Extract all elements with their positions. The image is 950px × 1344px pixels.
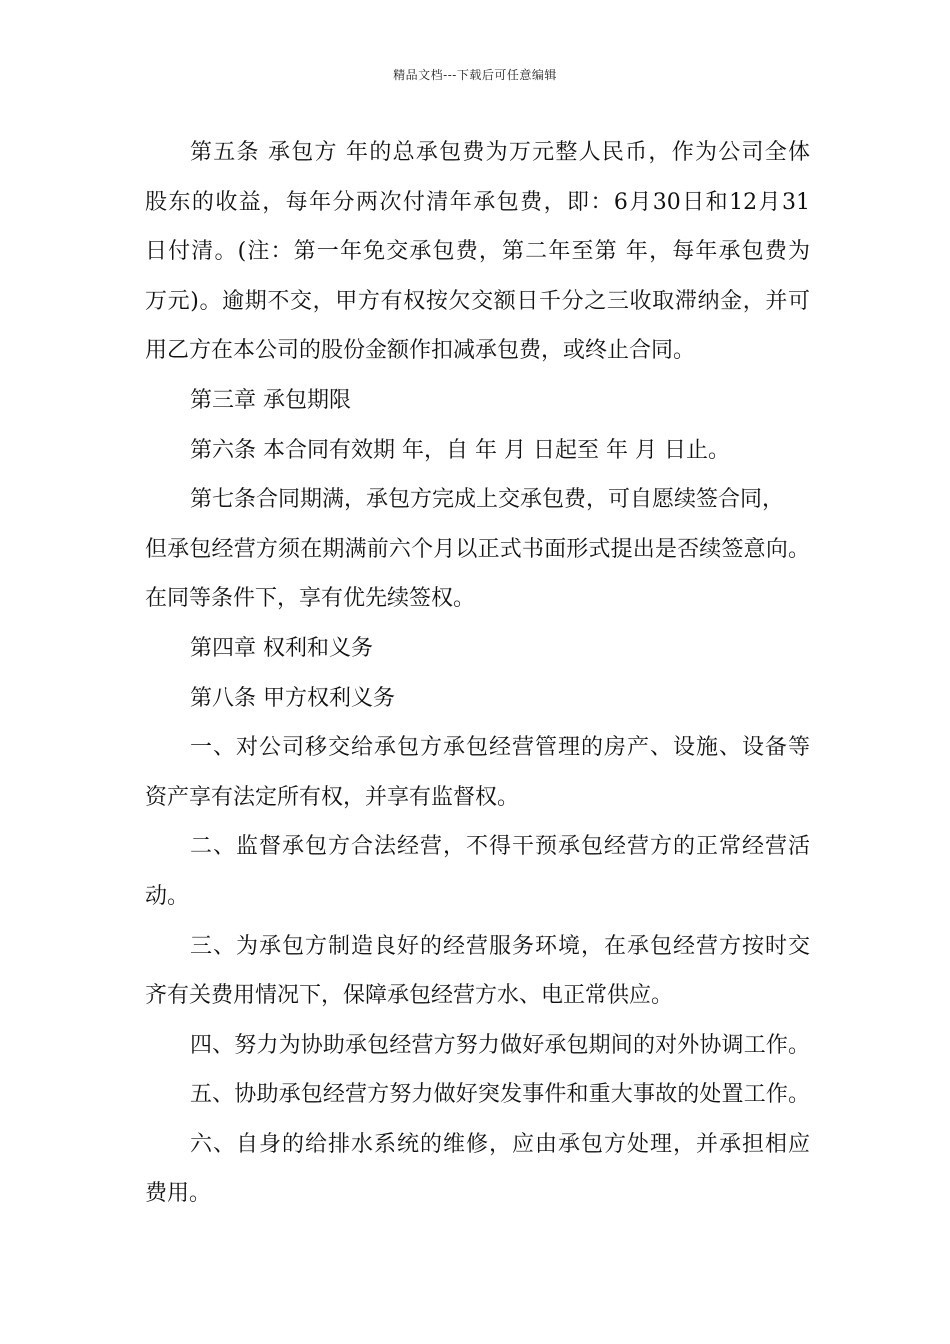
text-line: 一、对公司移交给承包方承包经营管理的房产、设施、设备等	[190, 735, 810, 761]
text-line: 在同等条件下，享有优先续签权。	[145, 586, 476, 612]
text-line: 第五条 承包方 年的总承包费为万元整人民币，作为公司全体	[190, 140, 810, 165]
text-line: 四、努力为协助承包经营方努力做好承包期间的对外协调工作。	[190, 1032, 810, 1058]
text-line: 二、监督承包方合法经营，不得干预承包经营方的正常经营活	[190, 834, 810, 860]
text-line: 六、自身的给排水系统的维修，应由承包方处理，并承担相应	[190, 1131, 810, 1157]
text-line: 股东的收益，每年分两次付清年承包费，即：6月30日和12月31	[145, 189, 810, 215]
text-line: 费用。	[145, 1181, 212, 1207]
chapter-heading: 第四章 权利和义务	[190, 635, 373, 661]
text-line: 但承包经营方须在期满前六个月以正式书面形式提出是否续签意向。	[145, 536, 810, 562]
text-line: 万元)。逾期不交，甲方有权按欠交额日千分之三收取滞纳金，并可	[145, 288, 810, 314]
chapter-heading: 第三章 承包期限	[190, 387, 351, 413]
text-line: 日付清。(注：第一年免交承包费，第二年至第 年，每年承包费为	[145, 239, 810, 265]
text-line: 齐有关费用情况下，保障承包经营方水、电正常供应。	[145, 983, 674, 1009]
text-line: 第六条 本合同有效期 年，自 年 月 日起至 年 月 日止。	[190, 437, 730, 463]
text-line: 五、协助承包经营方努力做好突发事件和重大事故的处置工作。	[190, 1082, 810, 1108]
text-line: 用乙方在本公司的股份金额作扣减承包费，或终止合同。	[145, 338, 696, 364]
document-body	[145, 128, 810, 1219]
text-line: 三、为承包方制造良好的经营服务环境，在承包经营方按时交	[190, 933, 810, 959]
article-heading: 第八条 甲方权利义务	[190, 685, 395, 711]
text-line: 动。	[145, 883, 190, 909]
text-line: 第七条合同期满，承包方完成上交承包费，可自愿续签合同，	[190, 487, 785, 513]
page-header: 精品文档---下载后可任意编辑	[393, 68, 557, 82]
text-line: 资产享有法定所有权，并享有监督权。	[145, 784, 520, 810]
